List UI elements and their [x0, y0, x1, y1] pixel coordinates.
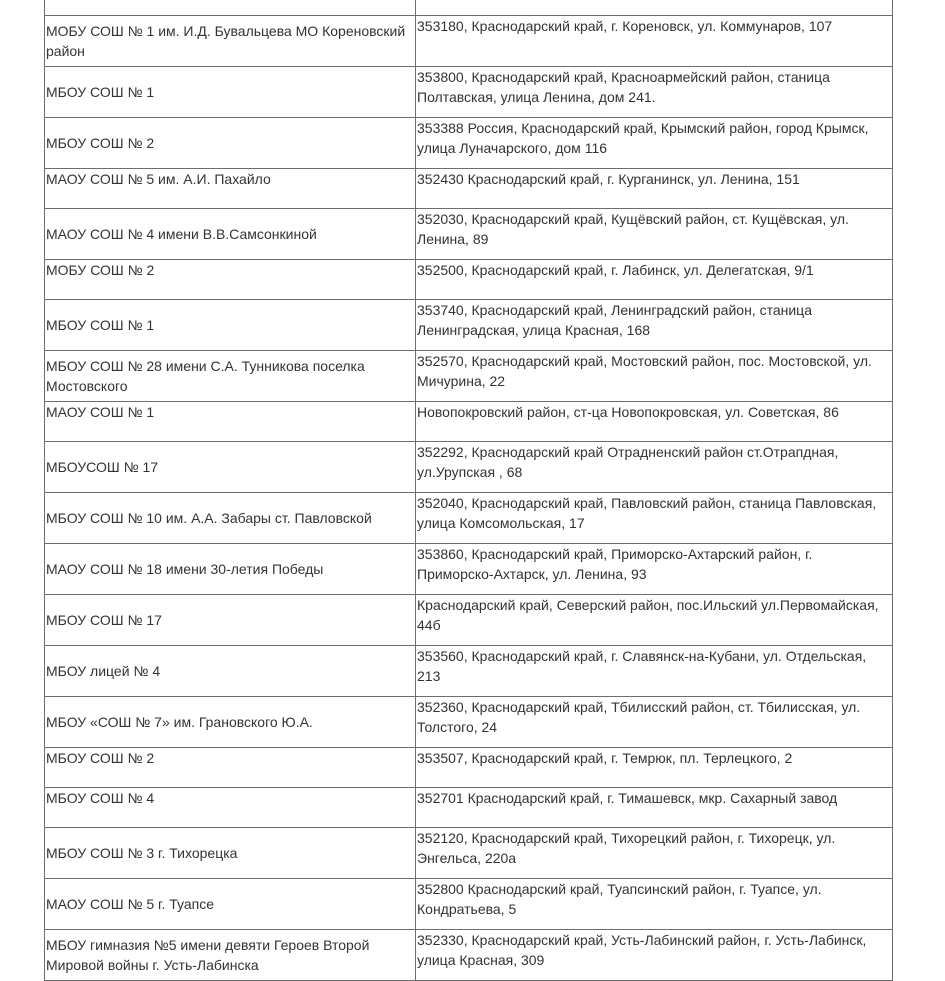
table-row	[45, 442, 893, 493]
school-address-cell: 352120, Краснодарский край, Тихорецкий район, г. Тихорецк, ул. Энгельса, 220а	[416, 828, 893, 879]
school-address-cell: Новопокровский район, ст-ца Новопокровская, ул. Советская, 86	[416, 402, 893, 442]
school-name-cell: МБОУ СОШ № 17	[45, 595, 416, 646]
school-name-cell: МБОУ СОШ № 2	[45, 118, 416, 169]
table-row	[45, 0, 893, 16]
school-address-cell	[416, 0, 893, 16]
school-address-cell: 353560, Краснодарский край, г. Славянск-на-Кубани, ул. Отдельская, 213	[416, 646, 893, 697]
school-name-cell: МОБУ СОШ № 2	[45, 260, 416, 300]
school-address-cell: 353507, Краснодарский край, г. Темрюк, пл. Терлецкого, 2	[416, 748, 893, 788]
school-address-cell: 352292, Краснодарский край Отрадненский район ст.Отрапдная, ул.Урупская , 68	[416, 442, 893, 493]
school-address-cell: 353180, Краснодарский край, г. Кореновск, ул. Коммунаров, 107	[416, 16, 893, 67]
school-name-cell: МБОУ СОШ № 1	[45, 67, 416, 118]
school-name-cell: МОБУ СОШ № 1 им. И.Д. Бувальцева МО Кореновский район	[45, 16, 416, 67]
school-name-cell: МБОУ СОШ № 2	[45, 748, 416, 788]
school-address-cell: 352430 Краснодарский край, г. Курганинск, ул. Ленина, 151	[416, 169, 893, 209]
school-name-cell: МАОУ СОШ № 5 им. А.И. Пахайло	[45, 169, 416, 209]
school-name-cell: МБОУ СОШ № 1	[45, 300, 416, 351]
schools-table	[44, 0, 893, 981]
table-row	[45, 879, 893, 930]
table-row	[45, 402, 893, 442]
school-name-cell: МБОУ лицей № 4	[45, 646, 416, 697]
table-row	[45, 351, 893, 402]
school-name-cell: МБОУ СОШ № 10 им. А.А. Забары ст. Павловской	[45, 493, 416, 544]
table-row	[45, 260, 893, 300]
table-row	[45, 788, 893, 828]
school-name-cell: МАОУ СОШ № 1	[45, 402, 416, 442]
school-address-cell: 352500, Краснодарский край, г. Лабинск, ул. Делегатская, 9/1	[416, 260, 893, 300]
table-row	[45, 300, 893, 351]
school-name-cell: МАОУ СОШ № 18 имени 30-летия Победы	[45, 544, 416, 595]
school-address-cell: Краснодарский край, Северский район, пос.Ильский ул.Первомайская, 44б	[416, 595, 893, 646]
table-row	[45, 748, 893, 788]
table-row	[45, 118, 893, 169]
school-address-cell: 352570, Краснодарский край, Мостовский район, пос. Мостовской, ул. Мичурина, 22	[416, 351, 893, 402]
school-address-cell: 353740, Краснодарский край, Ленинградский район, станица Ленинградская, улица Красная, 168	[416, 300, 893, 351]
school-name-cell: МБОУ «СОШ № 7» им. Грановского Ю.А.	[45, 697, 416, 748]
school-address-cell: 352360, Краснодарский край, Тбилисский район, ст. Тбилисская, ул. Толстого, 24	[416, 697, 893, 748]
schools-table-body	[45, 0, 893, 981]
table-row	[45, 595, 893, 646]
table-row	[45, 828, 893, 879]
school-name-cell: МАОУ СОШ № 4 имени В.В.Самсонкиной	[45, 209, 416, 260]
school-name-cell: МБОУ СОШ № 28 имени С.А. Тунникова поселка Мостовского	[45, 351, 416, 402]
school-name-cell: МБОУ СОШ № 3 г. Тихорецка	[45, 828, 416, 879]
table-row	[45, 697, 893, 748]
school-address-cell: 352030, Краснодарский край, Кущёвский район, ст. Кущёвская, ул. Ленина, 89	[416, 209, 893, 260]
school-name-cell	[45, 0, 416, 16]
school-name-cell: МБОУ СОШ № 4	[45, 788, 416, 828]
table-row	[45, 493, 893, 544]
table-row	[45, 67, 893, 118]
school-name-cell: МБОУ гимназия №5 имени девяти Героев Второй Мировой войны г. Усть-Лабинска	[45, 930, 416, 981]
school-address-cell: 353800, Краснодарский край, Красноармейский район, станица Полтавская, улица Ленина, дом 241.	[416, 67, 893, 118]
school-address-cell: 352701 Краснодарский край, г. Тимашевск, мкр. Сахарный завод	[416, 788, 893, 828]
school-address-cell: 352040, Краснодарский край, Павловский район, станица Павловская, улица Комсомольская, 17	[416, 493, 893, 544]
school-address-cell: 352330, Краснодарский край, Усть-Лабинский район, г. Усть-Лабинск, улица Красная, 309	[416, 930, 893, 981]
table-row	[45, 169, 893, 209]
school-name-cell: МАОУ СОШ № 5 г. Туапсе	[45, 879, 416, 930]
table-row	[45, 209, 893, 260]
table-row	[45, 544, 893, 595]
school-address-cell: 353388 Россия, Краснодарский край, Крымский район, город Крымск, улица Луначарского, дом 116	[416, 118, 893, 169]
school-address-cell: 353860, Краснодарский край, Приморско-Ахтарский район, г. Приморско-Ахтарск, ул. Ленина, 93	[416, 544, 893, 595]
table-row	[45, 930, 893, 981]
table-row	[45, 646, 893, 697]
table-row	[45, 16, 893, 67]
school-name-cell: МБОУСОШ № 17	[45, 442, 416, 493]
school-address-cell: 352800 Краснодарский край, Туапсинский район, г. Туапсе, ул. Кондратьева, 5	[416, 879, 893, 930]
